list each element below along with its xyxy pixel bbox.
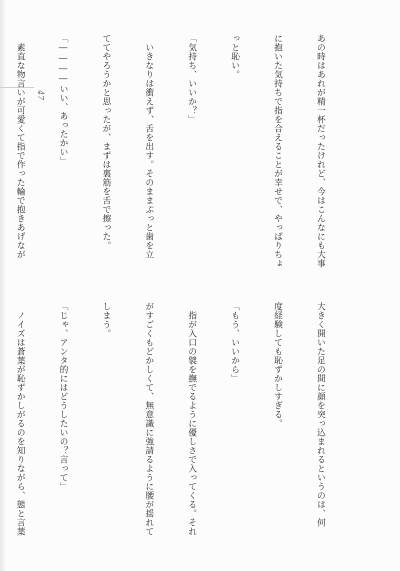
text-line: 「じゃ、アンタ的にはどうしたいの？言って」 (58, 302, 69, 491)
text-line: 「もう、いいから」 (229, 302, 240, 383)
text-line: っと恥い。 (229, 34, 240, 79)
text-line: いきなりは衝えず、舌を出す。そのままぷっと歯を立 (143, 34, 154, 259)
text-line: しまう。 (100, 302, 111, 338)
text-line: 「――――いい、あったかい」 (58, 34, 69, 166)
text-line: 指が入口の襞を撫でるように優しさで入ってくる。それ (186, 302, 197, 536)
text-line: 「気持ち、いいか？」 (186, 34, 197, 124)
text-line: 大きく開いた足の間に顔を突っ込まれるというのは、何 (315, 302, 326, 527)
page-number: 47 (36, 90, 45, 101)
text-line: ててやろうかと思ったが、まずは裏筋を舌で擦った。 (100, 34, 111, 250)
text-line: に抱いた気持ちで指を合えることが幸せで、やっぱりちょ (272, 34, 283, 268)
text-line: がすごくもどかしくて、無意識に強請るように腰が揺れて (143, 302, 154, 536)
text-block-bottom (0, 302, 356, 564)
text-line: あの時はあれが精一杯だったけれど、今はこんなにも大事 (315, 34, 326, 268)
text-block-top (0, 34, 356, 296)
text-line: 度経験しても恥ずかしすぎる。 (272, 302, 283, 428)
text-line: 素直な物言いが可愛くて指で作った輪で抱きあげなが (15, 34, 26, 259)
text-line: ノイズは蒼葉が恥ずかしがるのを知りながら、態と言葉 (15, 302, 26, 536)
